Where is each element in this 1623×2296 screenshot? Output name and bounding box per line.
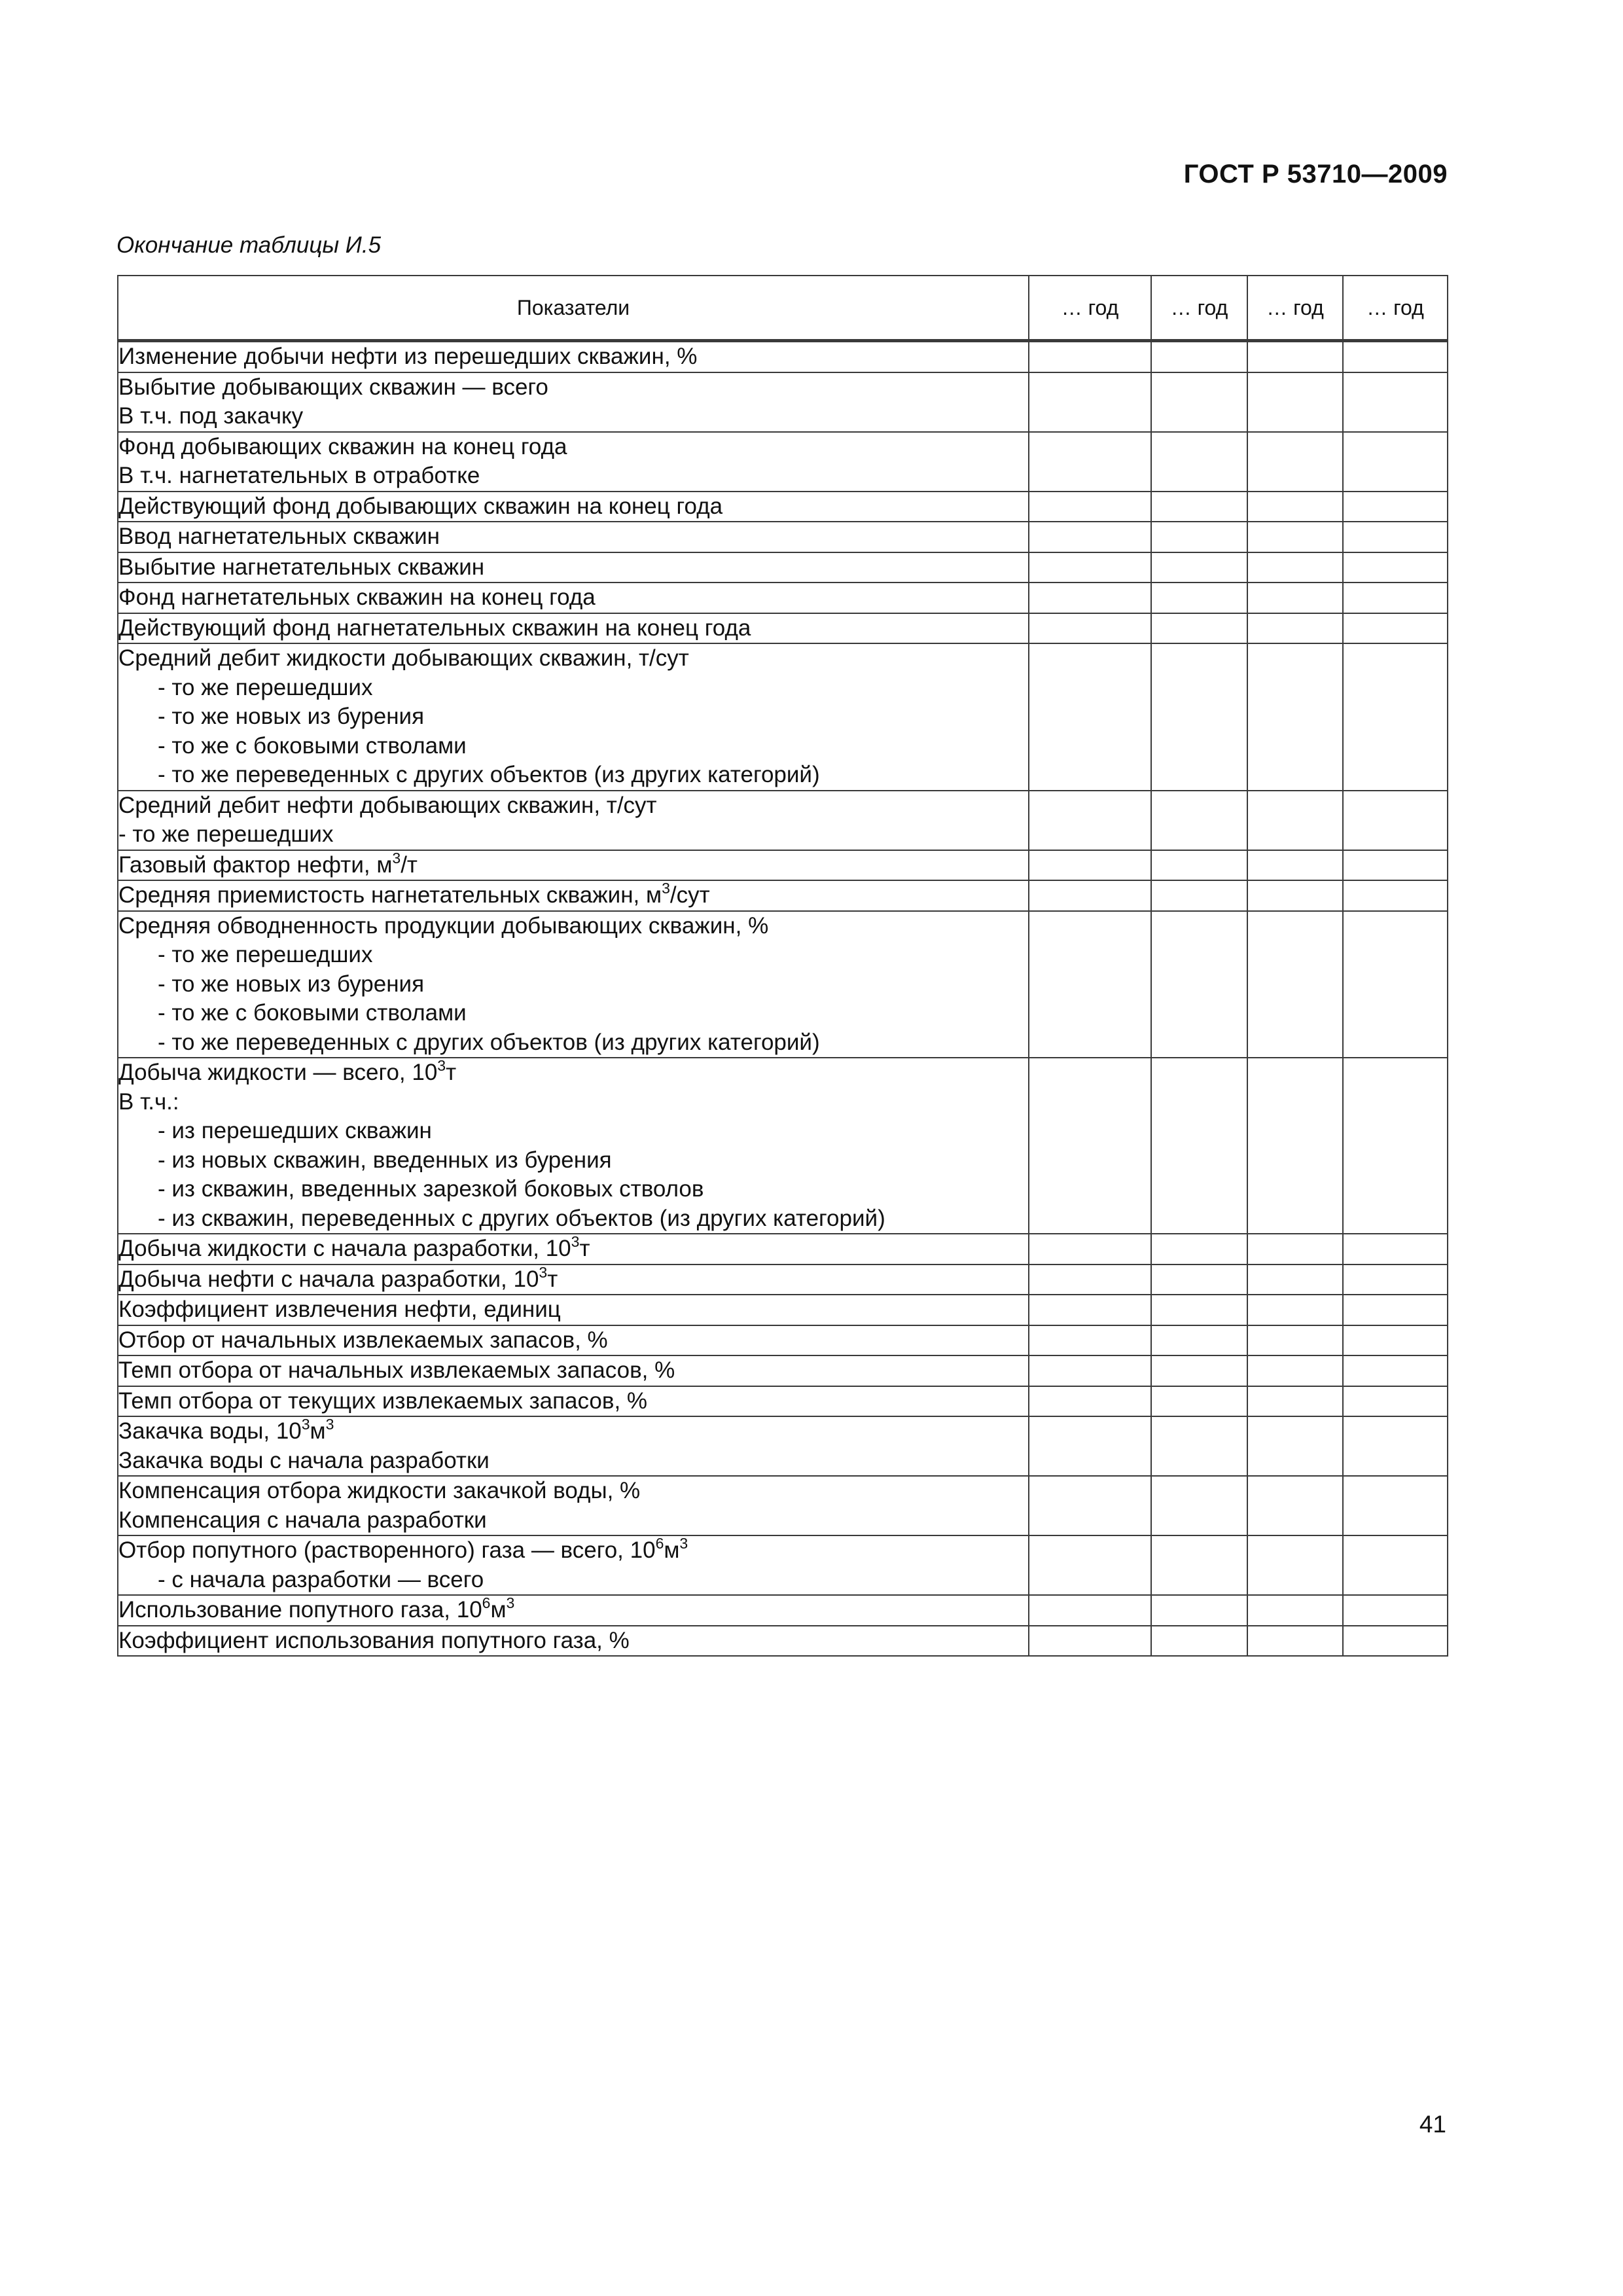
year-value-cell bbox=[1247, 880, 1343, 911]
line-text: - то же переведенных с других объектов (из других категорий) bbox=[158, 1029, 820, 1055]
year-value-cell bbox=[1151, 1626, 1247, 1657]
indicator-line bbox=[118, 373, 1028, 403]
year-value-cell bbox=[1343, 1535, 1448, 1595]
indicator-line bbox=[118, 492, 1028, 522]
year-value-cell bbox=[1151, 613, 1247, 644]
unit-text: м bbox=[490, 1597, 507, 1623]
unit-exponent: 3 bbox=[506, 1594, 515, 1612]
line-text: Средняя обводненность продукции добывающих скважин, % bbox=[118, 912, 769, 939]
indicator-cell bbox=[118, 880, 1029, 911]
year-value-cell bbox=[1247, 1265, 1343, 1295]
unit-text: /т bbox=[401, 852, 418, 878]
indicator-line bbox=[118, 1477, 1028, 1506]
indicator-line bbox=[118, 1446, 1028, 1476]
year-value-cell bbox=[1247, 850, 1343, 881]
indicator-line bbox=[118, 1356, 1028, 1386]
line-text: Фонд добывающих скважин на конец года bbox=[118, 433, 567, 459]
table-row bbox=[118, 1476, 1448, 1535]
indicator-subitem bbox=[118, 1028, 1028, 1058]
indicator-cell bbox=[118, 1295, 1029, 1325]
line-text: В т.ч. под закачку bbox=[118, 403, 304, 429]
year-value-cell bbox=[1151, 1265, 1247, 1295]
indicator-line bbox=[118, 1088, 1028, 1117]
year-value-cell bbox=[1029, 492, 1151, 522]
year-value-cell bbox=[1151, 850, 1247, 881]
unit-text: т bbox=[579, 1236, 590, 1261]
table-row bbox=[118, 911, 1448, 1058]
indicator-line bbox=[118, 791, 1028, 821]
line-text: Отбор от начальных извлекаемых запасов, % bbox=[118, 1327, 608, 1353]
year-value-cell bbox=[1247, 432, 1343, 492]
unit-exponent: 3 bbox=[301, 1416, 310, 1433]
indicator-subitem bbox=[118, 702, 1028, 732]
year-value-cell bbox=[1343, 1416, 1448, 1476]
indicator-line bbox=[118, 614, 1028, 643]
indicator-cell bbox=[118, 1476, 1029, 1535]
indicator-cell bbox=[118, 583, 1029, 613]
unit-exponent: 3 bbox=[392, 849, 401, 867]
year-value-cell bbox=[1343, 1355, 1448, 1386]
table-row bbox=[118, 341, 1448, 372]
table-row bbox=[118, 583, 1448, 613]
line-text: Выбытие нагнетательных скважин bbox=[118, 554, 485, 580]
indicator-line bbox=[118, 851, 1028, 880]
line-text: Компенсация с начала разработки bbox=[118, 1507, 487, 1533]
column-header-year: … год bbox=[1029, 276, 1151, 341]
year-value-cell bbox=[1029, 791, 1151, 850]
year-value-cell bbox=[1029, 432, 1151, 492]
year-value-cell bbox=[1247, 1595, 1343, 1626]
year-value-cell bbox=[1343, 1626, 1448, 1657]
column-header-year: … год bbox=[1151, 276, 1247, 341]
year-value-cell bbox=[1343, 1295, 1448, 1325]
year-value-cell bbox=[1151, 341, 1247, 372]
table-row bbox=[118, 1386, 1448, 1417]
year-value-cell bbox=[1029, 1355, 1151, 1386]
line-text: Закачка воды с начала разработки bbox=[118, 1447, 490, 1473]
year-value-cell bbox=[1029, 613, 1151, 644]
year-value-cell bbox=[1247, 643, 1343, 791]
year-value-cell bbox=[1343, 552, 1448, 583]
year-value-cell bbox=[1029, 583, 1151, 613]
table-row bbox=[118, 880, 1448, 911]
line-text: - то же с боковыми стволами bbox=[158, 732, 467, 759]
unit-exponent: 3 bbox=[679, 1535, 688, 1552]
year-value-cell bbox=[1343, 1325, 1448, 1356]
line-text: В т.ч. нагнетательных в отработке bbox=[118, 463, 480, 488]
indicator-cell bbox=[118, 1234, 1029, 1265]
table-row bbox=[118, 791, 1448, 850]
year-value-cell bbox=[1029, 1058, 1151, 1234]
unit-exponent: 6 bbox=[482, 1594, 491, 1612]
indicator-cell bbox=[118, 1416, 1029, 1476]
line-text: Средний дебит жидкости добывающих скважин, т/сут bbox=[118, 645, 689, 671]
indicator-line bbox=[118, 1417, 1028, 1446]
year-value-cell bbox=[1343, 643, 1448, 791]
year-value-cell bbox=[1247, 1535, 1343, 1595]
unit-text: м bbox=[310, 1418, 326, 1444]
indicator-line bbox=[118, 1326, 1028, 1355]
year-value-cell bbox=[1247, 583, 1343, 613]
year-value-cell bbox=[1029, 1626, 1151, 1657]
line-text: Компенсация отбора жидкости закачкой воды, % bbox=[118, 1478, 641, 1503]
year-value-cell bbox=[1343, 613, 1448, 644]
year-value-cell bbox=[1343, 1234, 1448, 1265]
year-value-cell bbox=[1247, 1355, 1343, 1386]
table-row bbox=[118, 1325, 1448, 1356]
year-value-cell bbox=[1151, 911, 1247, 1058]
year-value-cell bbox=[1247, 372, 1343, 432]
indicator-line bbox=[118, 1536, 1028, 1566]
indicator-cell bbox=[118, 552, 1029, 583]
indicator-subitem bbox=[118, 999, 1028, 1028]
indicator-line bbox=[118, 433, 1028, 462]
year-value-cell bbox=[1029, 552, 1151, 583]
indicator-cell bbox=[118, 1595, 1029, 1626]
indicator-cell bbox=[118, 643, 1029, 791]
line-text: Действующий фонд нагнетательных скважин на конец года bbox=[118, 615, 751, 641]
year-value-cell bbox=[1151, 1295, 1247, 1325]
indicator-cell bbox=[118, 1265, 1029, 1295]
line-text: Средний дебит нефти добывающих скважин, т/сут bbox=[118, 792, 657, 818]
indicator-line bbox=[118, 1626, 1028, 1656]
year-value-cell bbox=[1343, 880, 1448, 911]
indicator-subitem bbox=[118, 1175, 1028, 1204]
line-text: Действующий фонд добывающих скважин на конец года bbox=[118, 493, 723, 519]
year-value-cell bbox=[1151, 1595, 1247, 1626]
line-text: - то же перешедших bbox=[158, 674, 373, 700]
indicator-line bbox=[118, 881, 1028, 910]
year-value-cell bbox=[1151, 643, 1247, 791]
page-number: 41 bbox=[1419, 2111, 1446, 2138]
indicator-cell bbox=[118, 850, 1029, 881]
line-text: Закачка воды, 10 bbox=[118, 1418, 302, 1444]
line-text: Выбытие добывающих скважин — всего bbox=[118, 374, 548, 400]
indicator-line bbox=[118, 1058, 1028, 1088]
indicator-line bbox=[118, 1387, 1028, 1416]
year-value-cell bbox=[1343, 522, 1448, 552]
line-text: - из скважин, введенных зарезкой боковых стволов bbox=[158, 1176, 704, 1202]
year-value-cell bbox=[1247, 1058, 1343, 1234]
unit-text: т bbox=[446, 1060, 457, 1085]
table-header-row bbox=[118, 276, 1448, 341]
line-text: Добыча нефти с начала разработки, 10 bbox=[118, 1266, 539, 1292]
indicator-cell bbox=[118, 911, 1029, 1058]
indicator-line bbox=[118, 461, 1028, 491]
year-value-cell bbox=[1151, 1535, 1247, 1595]
year-value-cell bbox=[1343, 1265, 1448, 1295]
year-value-cell bbox=[1029, 880, 1151, 911]
year-value-cell bbox=[1343, 911, 1448, 1058]
indicator-line bbox=[118, 1596, 1028, 1625]
indicator-subitem bbox=[118, 941, 1028, 970]
indicator-cell bbox=[118, 613, 1029, 644]
table-row bbox=[118, 1416, 1448, 1476]
year-value-cell bbox=[1343, 583, 1448, 613]
year-value-cell bbox=[1029, 850, 1151, 881]
line-text: Газовый фактор нефти, м bbox=[118, 852, 393, 878]
unit-exponent: 3 bbox=[662, 880, 670, 897]
line-text: - с начала разработки — всего bbox=[158, 1566, 484, 1592]
year-value-cell bbox=[1151, 1416, 1247, 1476]
indicator-cell bbox=[118, 432, 1029, 492]
year-value-cell bbox=[1029, 1325, 1151, 1356]
indicator-line bbox=[118, 1506, 1028, 1535]
indicator-line bbox=[118, 553, 1028, 583]
year-value-cell bbox=[1029, 522, 1151, 552]
line-text: Добыча жидкости — всего, 10 bbox=[118, 1060, 438, 1085]
line-text: - то же переведенных с других объектов (из других категорий) bbox=[158, 762, 820, 787]
unit-exponent: 6 bbox=[655, 1535, 664, 1552]
line-text: Ввод нагнетательных скважин bbox=[118, 524, 440, 549]
year-value-cell bbox=[1151, 583, 1247, 613]
year-value-cell bbox=[1343, 1386, 1448, 1417]
year-value-cell bbox=[1247, 1626, 1343, 1657]
table-row bbox=[118, 1295, 1448, 1325]
line-text: - то же новых из бурения bbox=[158, 971, 425, 997]
year-value-cell bbox=[1151, 552, 1247, 583]
year-value-cell bbox=[1343, 791, 1448, 850]
table-row bbox=[118, 850, 1448, 881]
table-row bbox=[118, 492, 1448, 522]
indicator-subitem bbox=[118, 1566, 1028, 1595]
line-text: - то же с боковыми стволами bbox=[158, 1000, 467, 1026]
indicator-subitem bbox=[118, 1204, 1028, 1234]
year-value-cell bbox=[1343, 492, 1448, 522]
indicator-cell bbox=[118, 372, 1029, 432]
line-text: - из скважин, переведенных с других объектов (из других категорий) bbox=[158, 1205, 885, 1231]
year-value-cell bbox=[1151, 492, 1247, 522]
year-value-cell bbox=[1343, 1595, 1448, 1626]
table-caption: Окончание таблицы И.5 bbox=[116, 232, 382, 258]
table-row bbox=[118, 1355, 1448, 1386]
table-row bbox=[118, 643, 1448, 791]
year-value-cell bbox=[1247, 492, 1343, 522]
line-text: - то же перешедших bbox=[158, 942, 373, 967]
unit-exponent: 3 bbox=[325, 1416, 334, 1433]
year-value-cell bbox=[1029, 1386, 1151, 1417]
indicator-line bbox=[118, 820, 1028, 850]
table-row bbox=[118, 552, 1448, 583]
line-text: - из новых скважин, введенных из бурения bbox=[158, 1147, 612, 1173]
line-text: Средняя приемистость нагнетательных скважин, м bbox=[118, 882, 662, 908]
indicator-line bbox=[118, 342, 1028, 372]
line-text: Фонд нагнетательных скважин на конец года bbox=[118, 584, 596, 610]
table-row bbox=[118, 1058, 1448, 1234]
year-value-cell bbox=[1247, 1234, 1343, 1265]
unit-exponent: 3 bbox=[571, 1233, 580, 1251]
year-value-cell bbox=[1151, 372, 1247, 432]
indicator-line bbox=[118, 583, 1028, 613]
line-text: Коэффициент извлечения нефти, единиц bbox=[118, 1297, 561, 1322]
indicator-cell bbox=[118, 1626, 1029, 1657]
column-header-indicators: Показатели bbox=[118, 276, 1029, 341]
indicator-subitem bbox=[118, 732, 1028, 761]
unit-exponent: 3 bbox=[437, 1057, 446, 1075]
indicator-cell bbox=[118, 1535, 1029, 1595]
indicator-cell bbox=[118, 492, 1029, 522]
year-value-cell bbox=[1343, 341, 1448, 372]
line-text: Добыча жидкости с начала разработки, 10 bbox=[118, 1236, 571, 1261]
year-value-cell bbox=[1029, 1535, 1151, 1595]
line-text: - то же перешедших bbox=[118, 821, 334, 847]
year-value-cell bbox=[1029, 643, 1151, 791]
year-value-cell bbox=[1151, 791, 1247, 850]
unit-text: т bbox=[547, 1266, 558, 1292]
table-row bbox=[118, 522, 1448, 552]
year-value-cell bbox=[1151, 1234, 1247, 1265]
indicators-table bbox=[117, 275, 1448, 1657]
indicator-line bbox=[118, 1265, 1028, 1295]
table-row bbox=[118, 1595, 1448, 1626]
year-value-cell bbox=[1343, 1476, 1448, 1535]
indicator-cell bbox=[118, 1355, 1029, 1386]
year-value-cell bbox=[1247, 1386, 1343, 1417]
year-value-cell bbox=[1247, 341, 1343, 372]
year-value-cell bbox=[1029, 1476, 1151, 1535]
year-value-cell bbox=[1247, 911, 1343, 1058]
year-value-cell bbox=[1029, 1416, 1151, 1476]
line-text: Темп отбора от текущих извлекаемых запасов, % bbox=[118, 1388, 648, 1414]
line-text: Изменение добычи нефти из перешедших скважин, % bbox=[118, 344, 698, 369]
unit-text: /сут bbox=[669, 882, 710, 908]
indicator-cell bbox=[118, 522, 1029, 552]
year-value-cell bbox=[1029, 372, 1151, 432]
year-value-cell bbox=[1029, 1595, 1151, 1626]
year-value-cell bbox=[1247, 791, 1343, 850]
indicator-subitem bbox=[118, 970, 1028, 999]
indicator-line bbox=[118, 402, 1028, 431]
column-header-year: … год bbox=[1247, 276, 1343, 341]
indicator-subitem bbox=[118, 673, 1028, 703]
indicator-cell bbox=[118, 791, 1029, 850]
year-value-cell bbox=[1343, 372, 1448, 432]
line-text: Использование попутного газа, 10 bbox=[118, 1597, 482, 1623]
year-value-cell bbox=[1151, 1355, 1247, 1386]
year-value-cell bbox=[1151, 522, 1247, 552]
year-value-cell bbox=[1343, 432, 1448, 492]
year-value-cell bbox=[1343, 850, 1448, 881]
year-value-cell bbox=[1151, 432, 1247, 492]
year-value-cell bbox=[1247, 522, 1343, 552]
line-text: В т.ч.: bbox=[118, 1088, 179, 1115]
table-row bbox=[118, 432, 1448, 492]
year-value-cell bbox=[1247, 1476, 1343, 1535]
year-value-cell bbox=[1029, 341, 1151, 372]
year-value-cell bbox=[1151, 1325, 1247, 1356]
indicator-cell bbox=[118, 1058, 1029, 1234]
column-header-year: … год bbox=[1343, 276, 1448, 341]
table-row bbox=[118, 372, 1448, 432]
standard-code: ГОСТ Р 53710—2009 bbox=[1183, 160, 1448, 188]
table-row bbox=[118, 613, 1448, 644]
unit-text: м bbox=[664, 1537, 680, 1563]
line-text: - из перешедших скважин bbox=[158, 1118, 432, 1143]
line-text: - то же новых из бурения bbox=[158, 704, 425, 729]
line-text: Темп отбора от начальных извлекаемых запасов, % bbox=[118, 1357, 675, 1383]
year-value-cell bbox=[1151, 1476, 1247, 1535]
year-value-cell bbox=[1029, 911, 1151, 1058]
year-value-cell bbox=[1247, 552, 1343, 583]
year-value-cell bbox=[1151, 1386, 1247, 1417]
indicator-subitem bbox=[118, 1117, 1028, 1146]
year-value-cell bbox=[1247, 613, 1343, 644]
year-value-cell bbox=[1029, 1295, 1151, 1325]
unit-exponent: 3 bbox=[539, 1263, 548, 1281]
table-row bbox=[118, 1234, 1448, 1265]
year-value-cell bbox=[1151, 1058, 1247, 1234]
year-value-cell bbox=[1343, 1058, 1448, 1234]
indicator-line bbox=[118, 1234, 1028, 1264]
table-row bbox=[118, 1626, 1448, 1657]
indicator-line bbox=[118, 522, 1028, 552]
year-value-cell bbox=[1029, 1234, 1151, 1265]
line-text: Коэффициент использования попутного газа, % bbox=[118, 1627, 630, 1653]
indicator-cell bbox=[118, 341, 1029, 372]
year-value-cell bbox=[1029, 1265, 1151, 1295]
indicator-line bbox=[118, 912, 1028, 941]
indicator-line bbox=[118, 1295, 1028, 1325]
table-row bbox=[118, 1265, 1448, 1295]
indicator-line bbox=[118, 644, 1028, 673]
year-value-cell bbox=[1247, 1325, 1343, 1356]
year-value-cell bbox=[1247, 1295, 1343, 1325]
indicator-subitem bbox=[118, 761, 1028, 790]
indicator-cell bbox=[118, 1386, 1029, 1417]
line-text: Отбор попутного (растворенного) газа — всего, 10 bbox=[118, 1537, 656, 1563]
year-value-cell bbox=[1247, 1416, 1343, 1476]
year-value-cell bbox=[1151, 880, 1247, 911]
indicator-cell bbox=[118, 1325, 1029, 1356]
indicator-subitem bbox=[118, 1146, 1028, 1175]
table-row bbox=[118, 1535, 1448, 1595]
